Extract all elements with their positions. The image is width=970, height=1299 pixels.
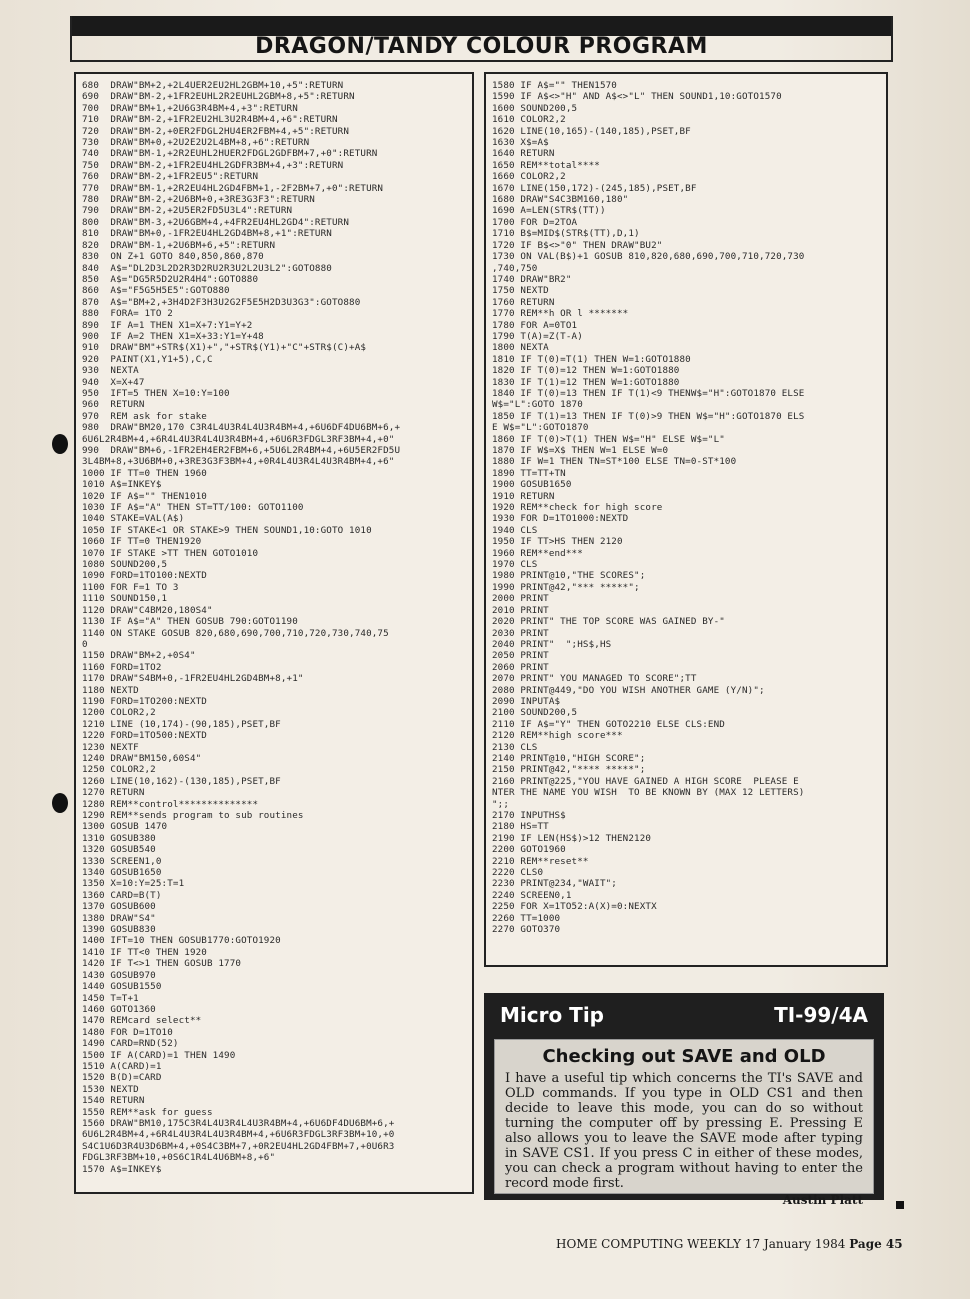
code-line: 1990 PRINT@42,"*** *****";: [492, 581, 640, 593]
micro-tip-label: Micro Tip: [500, 1003, 604, 1027]
code-line: 1420 IF T<>1 THEN GOSUB 1770: [82, 958, 242, 970]
code-line: 2080 PRINT@449,"DO YOU WISH ANOTHER GAME (Y/N)";: [492, 684, 765, 696]
code-line: 1180 NEXTD: [82, 684, 139, 696]
code-line: 1540 RETURN: [82, 1095, 145, 1107]
code-line: 2150 PRINT@42,"**** *****";: [492, 764, 646, 776]
code-line: 1530 NEXTD: [82, 1083, 139, 1095]
code-line: 1810 IF T(0)=T(1) THEN W=1:GOTO1880: [492, 353, 691, 365]
code-line: 2070 PRINT" YOU MANAGED TO SCORE";TT: [492, 673, 697, 685]
code-line: 970 REM ask for stake: [82, 410, 207, 422]
code-line: 1820 IF T(0)=12 THEN W=1:GOTO1880: [492, 365, 680, 377]
header-rule: [70, 60, 893, 62]
code-line: 2180 HS=TT: [492, 821, 549, 833]
micro-tip-box: [484, 993, 884, 1207]
code-line: 810 DRAW"BM+0,-1FR2EU4HL2GD4BM+8,+1":RETURN: [82, 228, 332, 240]
code-line: 1190 FORD=1TO200:NEXTD: [82, 695, 207, 707]
code-line: 1070 IF STAKE >TT THEN GOTO1010: [82, 547, 259, 559]
code-line: 1330 SCREEN1,0: [82, 855, 162, 867]
code-line: 1470 REMcard select**: [82, 1015, 202, 1027]
code-line: 2270 GOTO370: [492, 924, 561, 936]
code-line: 1690 A=LEN(STR$(TT)): [492, 205, 606, 217]
code-line: 1210 LINE (10,174)-(90,185),PSET,BF: [82, 718, 281, 730]
code-line: 920 PAINT(X1,Y1+5),C,C: [82, 353, 213, 365]
code-line: 740 DRAW"BM-1,+2R2EUHL2HUER2FDGL2GDFBM+7,+0":RETURN: [82, 148, 378, 160]
code-line: 1960 REM**end***: [492, 547, 583, 559]
code-line: 1370 GOSUB600: [82, 901, 156, 913]
code-line: 1790 T(A)=Z(T-A): [492, 330, 583, 342]
code-line: 820 DRAW"BM-1,+2U6BM+6,+5":RETURN: [82, 239, 276, 251]
code-line: S4C1U6D3R4U3D6BM+4,+0S4C3BM+7,+0R2EU4HL2GD4FBM+7,+0U6R3: [82, 1140, 395, 1152]
code-line: 1270 RETURN: [82, 787, 145, 799]
code-line: 790 DRAW"BM-2,+2U5ER2FD5U3L4":RETURN: [82, 205, 293, 217]
code-line: 1580 IF A$="" THEN1570: [492, 80, 617, 91]
code-line: 2060 PRINT: [492, 661, 549, 673]
code-line: 1770 REM**h OR l *******: [492, 308, 629, 320]
code-line: 2140 PRINT@10,"HIGH SCORE";: [492, 752, 646, 764]
code-line: 1010 A$=INKEY$: [82, 479, 162, 491]
code-line: 850 A$="DG5R5D2U2R4H4":GOTO880: [82, 273, 259, 285]
code-line: 1040 STAKE=VAL(A$): [82, 513, 185, 525]
code-line: 1510 A(CARD)=1: [82, 1060, 162, 1072]
code-line: 2110 IF A$="Y" THEN GOTO2210 ELSE CLS:END: [492, 718, 725, 730]
code-line: 1060 IF TT=0 THEN1920: [82, 536, 202, 548]
micro-tip-author: Austin Platt: [782, 1193, 863, 1207]
code-line: 1860 IF T(0)>T(1) THEN W$="H" ELSE W$="L": [492, 433, 725, 445]
code-line: 2030 PRINT: [492, 627, 549, 639]
code-line: W$="L":GOTO 1870: [492, 399, 583, 411]
program-listing-left: [74, 72, 474, 1194]
code-line: 1710 B$=MID$(STR$(TT),D,1): [492, 228, 640, 240]
code-line: 1610 COLOR2,2: [492, 114, 566, 126]
code-line: 960 RETURN: [82, 399, 145, 411]
code-line: 1450 T=T+1: [82, 992, 139, 1004]
code-line: 870 A$="BM+2,+3H4D2F3H3U2G2F5E5H2D3U3G3":GOTO880: [82, 296, 361, 308]
code-line: 1840 IF T(0)=13 THEN IF T(1)<9 THENW$="H":GOTO1870 ELSE: [492, 387, 805, 399]
code-line: 2100 SOUND200,5: [492, 707, 578, 719]
code-line: 1100 FOR F=1 TO 3: [82, 581, 179, 593]
code-line: 1340 GOSUB1650: [82, 867, 162, 879]
code-line: 770 DRAW"BM-1,+2R2EU4HL2GD4FBM+1,-2F2BM+7,+0":RETURN: [82, 182, 384, 194]
micro-tip-panel: [494, 1039, 874, 1207]
code-line: 1280 REM**control**************: [82, 798, 259, 810]
binder-hole: [52, 793, 68, 813]
code-line: 1800 NEXTA: [492, 342, 549, 354]
code-line: 1750 NEXTD: [492, 285, 549, 297]
code-line: 1720 IF B$<>"0" THEN DRAW"BU2": [492, 239, 663, 251]
code-line: 780 DRAW"BM-2,+2U6BM+0,+3RE3G3F3":RETURN: [82, 194, 315, 206]
code-line: 750 DRAW"BM-2,+1FR2EU4HL2GDFR3BM+4,+3":RETURN: [82, 159, 344, 171]
code-line: 1250 COLOR2,2: [82, 764, 156, 776]
code-line: 1700 FOR D=2TOA: [492, 216, 578, 228]
code-line: FDGL3RF3BM+10,+0S6C1R4L4U6BM+8,+6": [82, 1152, 276, 1164]
code-line: 2240 SCREEN0,1: [492, 889, 572, 901]
code-line: 930 NEXTA: [82, 365, 139, 377]
code-line: 2000 PRINT: [492, 593, 549, 605]
code-line: 1410 IF TT<0 THEN 1920: [82, 946, 207, 958]
code-line: 1600 SOUND200,5: [492, 102, 578, 114]
code-line: 1460 GOTO1360: [82, 1003, 156, 1015]
code-line: 2020 PRINT" THE TOP SCORE WAS GAINED BY-": [492, 616, 725, 628]
code-line: 3L4BM+8,+3U6BM+0,+3RE3G3F3BM+4,+0R4L4U3R4L4U3R4BM+4,+6": [82, 456, 395, 468]
code-line: 1890 TT=TT+TN: [492, 467, 566, 479]
code-line: 6U6L2R4BM+4,+6R4L4U3R4L4U3R4BM+4,+6U6R3FDGL3RF3BM+4,+0": [82, 433, 395, 445]
code-line: 2190 IF LEN(HS$)>12 THEN2120: [492, 832, 652, 844]
code-line: 1080 SOUND200,5: [82, 559, 168, 571]
code-line: 1620 LINE(10,165)-(140,185),PSET,BF: [492, 125, 691, 137]
code-line: 2200 GOTO1960: [492, 844, 566, 856]
code-line: 1260 LINE(10,162)-(130,185),PSET,BF: [82, 775, 281, 787]
code-line: NTER THE NAME YOU WISH TO BE KNOWN BY (MAX 12 LETTERS): [492, 787, 805, 799]
code-line: 2050 PRINT: [492, 650, 549, 662]
code-line: 1520 B(D)=CARD: [82, 1072, 162, 1084]
code-line: 1020 IF A$="" THEN1010: [82, 490, 207, 502]
code-line: 1200 COLOR2,2: [82, 707, 156, 719]
code-line: 1220 FORD=1TO500:NEXTD: [82, 730, 207, 742]
code-line: 1360 CARD=B(T): [82, 889, 162, 901]
code-line: 1970 CLS: [492, 559, 538, 571]
code-line: 1900 GOSUB1650: [492, 479, 572, 491]
code-line: 2210 REM**reset**: [492, 855, 589, 867]
code-line: 1680 DRAW"S4C3BM160,180": [492, 194, 629, 206]
code-line: 1380 DRAW"S4": [82, 912, 156, 924]
code-line: 2090 INPUTA$: [492, 695, 561, 707]
code-line: 1830 IF T(1)=12 THEN W=1:GOTO1880: [492, 376, 680, 388]
code-line: 2230 PRINT@234,"WAIT";: [492, 878, 617, 890]
code-line: 1000 IF TT=0 THEN 1960: [82, 467, 207, 479]
footer-publication: HOME COMPUTING WEEKLY 17 January 1984: [556, 1237, 846, 1251]
code-line: 1310 GOSUB380: [82, 832, 156, 844]
code-line: 1390 GOSUB830: [82, 924, 156, 936]
code-line: 1300 GOSUB 1470: [82, 821, 168, 833]
code-line: 1170 DRAW"S4BM+0,-1FR2EU4HL2GD4BM+8,+1": [82, 673, 304, 685]
code-line: 1930 FOR D=1TO1000:NEXTD: [492, 513, 629, 525]
code-line: 890 IF A=1 THEN X1=X+7:Y1=Y+2: [82, 319, 253, 331]
code-line: 1120 DRAW"C4BM20,180S4": [82, 604, 213, 616]
code-line: 1650 REM**total****: [492, 159, 600, 171]
code-line: 1590 IF A$<>"H" AND A$<>"L" THEN SOUND1,10:GOTO1570: [492, 91, 782, 103]
code-line: 1730 ON VAL(B$)+1 GOSUB 810,820,680,690,700,710,720,730: [492, 251, 805, 263]
code-line: 1150 DRAW"BM+2,+0S4": [82, 650, 196, 662]
code-line: 6U6L2R4BM+4,+6R4L4U3R4L4U3R4BM+4,+6U6R3FDGL3RF3BM+10,+0: [82, 1129, 395, 1141]
code-line: 2040 PRINT" ";HS$,HS: [492, 638, 612, 650]
code-line: 1130 IF A$="A" THEN GOSUB 790:GOTO1190: [82, 616, 298, 628]
code-line: 710 DRAW"BM-2,+1FR2EU2HL3U2R4BM+4,+6":RETURN: [82, 114, 338, 126]
code-line: 950 IFT=5 THEN X=10:Y=100: [82, 387, 230, 399]
code-line: 940 X=X+47: [82, 376, 145, 388]
code-line: 1880 IF W=1 THEN TN=ST*100 ELSE TN=0-ST*100: [492, 456, 737, 468]
code-line: 1570 A$=INKEY$: [82, 1163, 162, 1175]
end-mark: [896, 1201, 904, 1209]
code-line: 1550 REM**ask for guess: [82, 1106, 213, 1118]
code-line: ,740,750: [492, 262, 538, 274]
code-line: 1030 IF A$="A" THEN ST=TT/100: GOTO1100: [82, 502, 304, 514]
code-line: 1640 RETURN: [492, 148, 555, 160]
code-line: 1110 SOUND150,1: [82, 593, 168, 605]
code-line: 2220 CLS0: [492, 867, 544, 879]
code-line: 1320 GOSUB540: [82, 844, 156, 856]
code-line: 1760 RETURN: [492, 296, 555, 308]
code-line: 1290 REM**sends program to sub routines: [82, 810, 304, 821]
code-line: 840 A$="DL2D3L2D2R3D2RU2R3U2L2U3L2":GOTO880: [82, 262, 332, 274]
code-line: 980 DRAW"BM20,170 C3R4L4U3R4L4U3R4BM+4,+6U6DF4DU6BM+6,+: [82, 422, 401, 434]
code-line: 0: [82, 638, 88, 650]
code-line: 990 DRAW"BM+6,-1FR2EH4ER2FBM+6,+5U6L2R4BM+4,+6U5ER2FD5U: [82, 445, 401, 456]
code-line: 690 DRAW"BM-2,+1FR2EUHL2R2EUHL2GBM+8,+5":RETURN: [82, 91, 355, 103]
code-line: 1940 CLS: [492, 524, 538, 536]
code-line: 1490 CARD=RND(52): [82, 1038, 179, 1050]
code-line: 700 DRAW"BM+1,+2U6G3R4BM+4,+3":RETURN: [82, 102, 298, 114]
code-line: 730 DRAW"BM+0,+2U2E2U2L4BM+8,+6":RETURN: [82, 137, 310, 149]
code-line: 1500 IF A(CARD)=1 THEN 1490: [82, 1049, 236, 1061]
micro-tip-title: Checking out SAVE and OLD: [542, 1046, 826, 1067]
code-line: 2170 INPUTHS$: [492, 810, 566, 821]
code-line: 860 A$="F5G5H5E5":GOTO880: [82, 285, 230, 297]
micro-tip-body: I have a useful tip which concerns the TI's SAVE and OLD commands. If you type in OLD CS1 and then decide to leave this mode, you can do so without turning the computer off by pressing E. Pressing E also allows you to leave the SAVE mode after typing in SAVE CS1. If you press C in either of these modes, you can check a program without having to enter the record mode first.: [505, 1071, 863, 1191]
code-line: 1740 DRAW"BR2": [492, 273, 572, 285]
micro-tip-machine: TI-99/4A: [774, 1003, 868, 1027]
code-line: 1660 COLOR2,2: [492, 171, 566, 183]
code-line: 2250 FOR X=1TO52:A(X)=0:NEXTX: [492, 901, 657, 913]
footer-page-number: Page 45: [849, 1237, 903, 1251]
code-line: 1480 FOR D=1TO10: [82, 1026, 173, 1038]
code-line: 2120 REM**high score***: [492, 730, 623, 742]
code-line: 760 DRAW"BM-2,+1FR2EU5":RETURN: [82, 171, 259, 183]
code-line: 1870 IF W$=X$ THEN W=1 ELSE W=0: [492, 445, 669, 456]
code-line: 720 DRAW"BM-2,+0ER2FDGL2HU4ER2FBM+4,+5":RETURN: [82, 125, 350, 137]
code-line: 1980 PRINT@10,"THE SCORES";: [492, 570, 646, 582]
code-line: E W$="L":GOTO1870: [492, 422, 589, 434]
code-line: 800 DRAW"BM-3,+2U6GBM+4,+4FR2EU4HL2GD4":RETURN: [82, 216, 350, 228]
code-line: 830 ON Z+1 GOTO 840,850,860,870: [82, 251, 264, 263]
code-line: 1950 IF TT>HS THEN 2120: [492, 536, 623, 548]
header-bar: [70, 16, 893, 36]
code-line: 1560 DRAW"BM10,175C3R4L4U3R4L4U3R4BM+4,+6U6DF4DU6BM+6,+: [82, 1117, 395, 1129]
code-line: 1630 X$=A$: [492, 137, 549, 149]
code-line: 2260 TT=1000: [492, 912, 561, 924]
code-line: 1440 GOSUB1550: [82, 981, 162, 993]
code-line: 2130 CLS: [492, 741, 538, 753]
code-line: 1240 DRAW"BM150,60S4": [82, 752, 202, 764]
code-line: 1400 IFT=10 THEN GOSUB1770:GOTO1920: [82, 935, 281, 947]
code-line: 1780 FOR A=0TO1: [492, 319, 578, 331]
code-line: 1910 RETURN: [492, 490, 555, 502]
code-line: 900 IF A=2 THEN X1=X+33:Y1=Y+48: [82, 330, 264, 342]
code-line: 1920 REM**check for high score: [492, 502, 663, 514]
code-line: 2010 PRINT: [492, 604, 549, 616]
code-line: 1350 X=10:Y=25:T=1: [82, 878, 185, 890]
code-line: 880 FORA= 1TO 2: [82, 308, 173, 320]
code-line: 1160 FORD=1TO2: [82, 661, 162, 673]
code-line: 1850 IF T(1)=13 THEN IF T(0)>9 THEN W$="H":GOTO1870 ELS: [492, 410, 805, 422]
code-line: 1140 ON STAKE GOSUB 820,680,690,700,710,720,730,740,75: [82, 627, 389, 639]
code-line: 1670 LINE(150,172)-(245,185),PSET,BF: [492, 182, 697, 194]
code-line: 1090 FORD=1TO100:NEXTD: [82, 570, 207, 582]
code-line: 2160 PRINT@225,"YOU HAVE GAINED A HIGH SCORE PLEASE E: [492, 775, 799, 787]
code-line: ";;: [492, 798, 510, 810]
code-line: 1430 GOSUB970: [82, 969, 156, 981]
code-line: 1050 IF STAKE<1 OR STAKE>9 THEN SOUND1,10:GOTO 1010: [82, 524, 372, 536]
code-line: 910 DRAW"BM"+STR$(X1)+","+STR$(Y1)+"C"+STR$(C)+A$: [82, 342, 367, 354]
page-footer: [556, 1237, 903, 1251]
program-listing-right: [484, 72, 888, 967]
binder-hole: [52, 434, 68, 454]
page-title: DRAGON/TANDY COLOUR PROGRAM: [255, 34, 708, 59]
code-line: 680 DRAW"BM+2,+2L4UER2EU2HL2GBM+10,+5":RETURN: [82, 80, 344, 91]
code-line: 1230 NEXTF: [82, 741, 139, 753]
